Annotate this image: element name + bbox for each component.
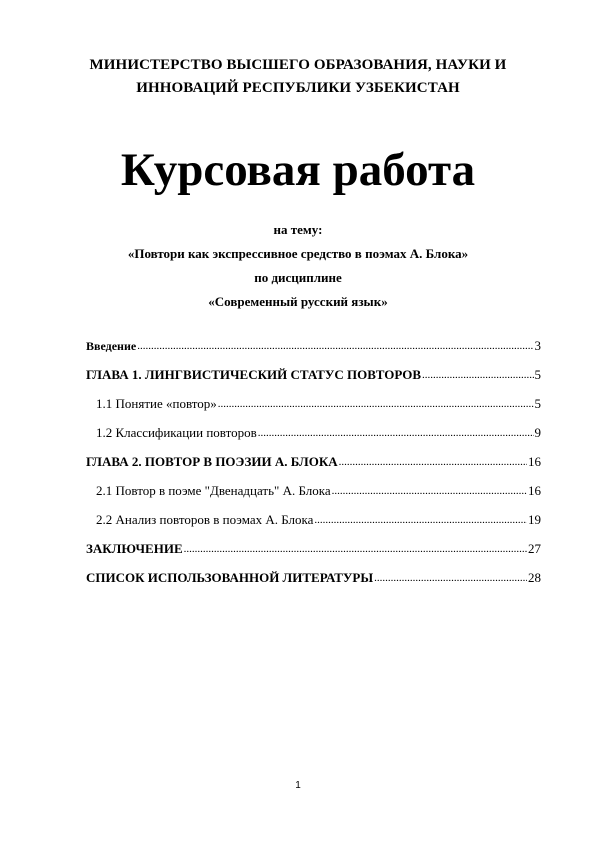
toc-entry-page: 9: [534, 425, 541, 440]
toc-entry-label: ЗАКЛЮЧЕНИЕ: [86, 541, 183, 556]
toc-entry-page: 5: [534, 396, 541, 411]
page-number: 1: [295, 780, 301, 791]
toc-leader-dots: [184, 540, 527, 556]
discipline-text: «Современный русский язык»: [208, 294, 388, 309]
toc-entry-page: 27: [528, 541, 541, 556]
toc-entry-page: 5: [534, 367, 541, 382]
toc-entry-label: 1.2 Классификации повторов: [96, 425, 257, 440]
toc-entry-page: 19: [528, 512, 541, 527]
toc-entry-label: 2.2 Анализ повторов в поэмах А. Блока: [96, 512, 314, 527]
toc-leader-dots: [422, 366, 534, 382]
toc-entry-bibliography: [86, 570, 541, 599]
subject-block: [30, 218, 566, 314]
toc-entry-label: ГЛАВА 2. ПОВТОР В ПОЭЗИИ А. БЛОКА: [86, 454, 338, 469]
toc-entry-label: Введение: [86, 339, 137, 353]
toc-entry-page: 16: [528, 483, 541, 498]
toc-leader-dots: [374, 569, 527, 585]
toc-leader-dots: [339, 453, 527, 469]
toc-entry-page: 16: [528, 454, 541, 469]
topic-text: «Повтори как экспрессивное средство в поэмах А. Блока»: [127, 246, 469, 261]
topic-label: на тему:: [273, 222, 323, 237]
discipline-label: по дисциплине: [254, 270, 342, 285]
ministry-line-1: МИНИСТЕРСТВО ВЫСШЕГО ОБРАЗОВАНИЯ, НАУКИ И: [89, 57, 507, 73]
toc-entry-introduction: [86, 338, 541, 367]
toc-leader-dots: [137, 337, 533, 353]
toc-leader-dots: [218, 395, 534, 411]
ministry-header: [40, 54, 556, 100]
toc-entry-label: 1.1 Понятие «повтор»: [96, 396, 217, 411]
toc-entry-label: 2.1 Повтор в поэме "Двенадцать" А. Блока: [96, 483, 331, 498]
toc-entry-conclusion: [86, 541, 541, 570]
toc-entry-label: ГЛАВА 1. ЛИНГВИСТИЧЕСКИЙ СТАТУС ПОВТОРОВ: [86, 367, 421, 382]
toc-entry-page: 3: [534, 338, 541, 353]
ministry-line-2: ИННОВАЦИЙ РЕСПУБЛИКИ УЗБЕКИСТАН: [136, 80, 460, 96]
toc-entry-chapter-1: [86, 367, 541, 396]
toc-entry-label: СПИСОК ИСПОЛЬЗОВАННОЙ ЛИТЕРАТУРЫ: [86, 570, 374, 585]
toc-leader-dots: [332, 482, 527, 498]
toc-leader-dots: [258, 424, 534, 440]
toc-entry-section-1-1: [86, 396, 541, 425]
toc-entry-page: 28: [528, 570, 541, 585]
toc-entry-section-1-2: [86, 425, 541, 454]
toc-entry-chapter-2: [86, 454, 541, 483]
toc-entry-section-2-1: [86, 483, 541, 512]
document-title: Курсовая работа: [120, 144, 476, 196]
table-of-contents: [86, 338, 541, 599]
toc-leader-dots: [314, 511, 527, 527]
toc-entry-section-2-2: [86, 512, 541, 541]
